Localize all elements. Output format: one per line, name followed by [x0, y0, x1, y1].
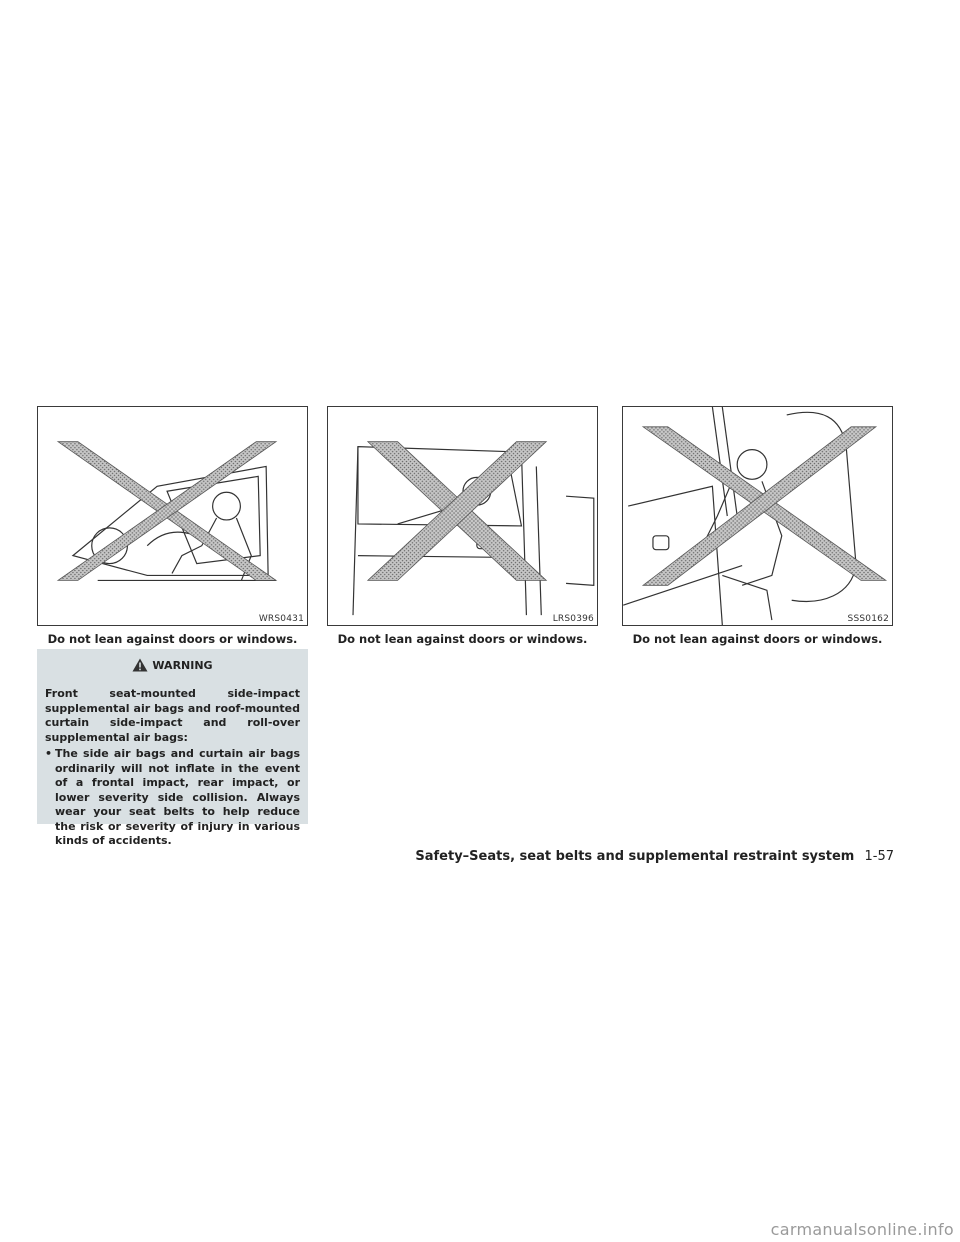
warning-header	[45, 657, 300, 673]
bullet-marker: •	[45, 747, 53, 760]
section-title: Safety–Seats, seat belts and supplemental restraint system	[415, 849, 855, 864]
watermark: carmanualsonline.info	[770, 1220, 954, 1239]
figure-caption: Do not lean against doors or windows.	[47, 632, 298, 646]
figure-passenger-arm-out	[327, 406, 598, 626]
figure-driver-leaning	[37, 406, 308, 626]
child-leaning-on-door-illustration	[623, 407, 892, 625]
figure-code: SSS0162	[847, 614, 889, 624]
figure-code: WRS0431	[258, 614, 304, 624]
page-footer	[415, 849, 894, 864]
figure-child-leaning	[622, 406, 893, 626]
warning-body	[45, 687, 300, 849]
passenger-arm-on-window-illustration	[328, 407, 597, 625]
warning-title: WARNING	[152, 658, 213, 672]
warning-intro: Front seat-mounted side-impact supplemental air bags and roof-mounted curtain side-impact and roll-over supplemental air bags:	[45, 687, 300, 744]
page-number: 1-57	[864, 849, 894, 864]
warning-bullet-text: The side air bags and curtain air bags ordinarily will not inflate in the event of a frontal impact, rear impact, or lower severity side collision. Always wear your seat belts to help reduce the risk or severity of injury in various kinds of accidents.	[55, 747, 300, 847]
warning-triangle-icon	[132, 658, 148, 672]
figure-caption: Do not lean against doors or windows.	[632, 632, 883, 646]
figure-caption: Do not lean against doors or windows.	[337, 632, 588, 646]
warning-bullet-item	[45, 747, 300, 849]
driver-leaning-on-door-illustration	[38, 407, 307, 625]
figure-code: LRS0396	[552, 614, 594, 624]
warning-box	[37, 649, 308, 847]
